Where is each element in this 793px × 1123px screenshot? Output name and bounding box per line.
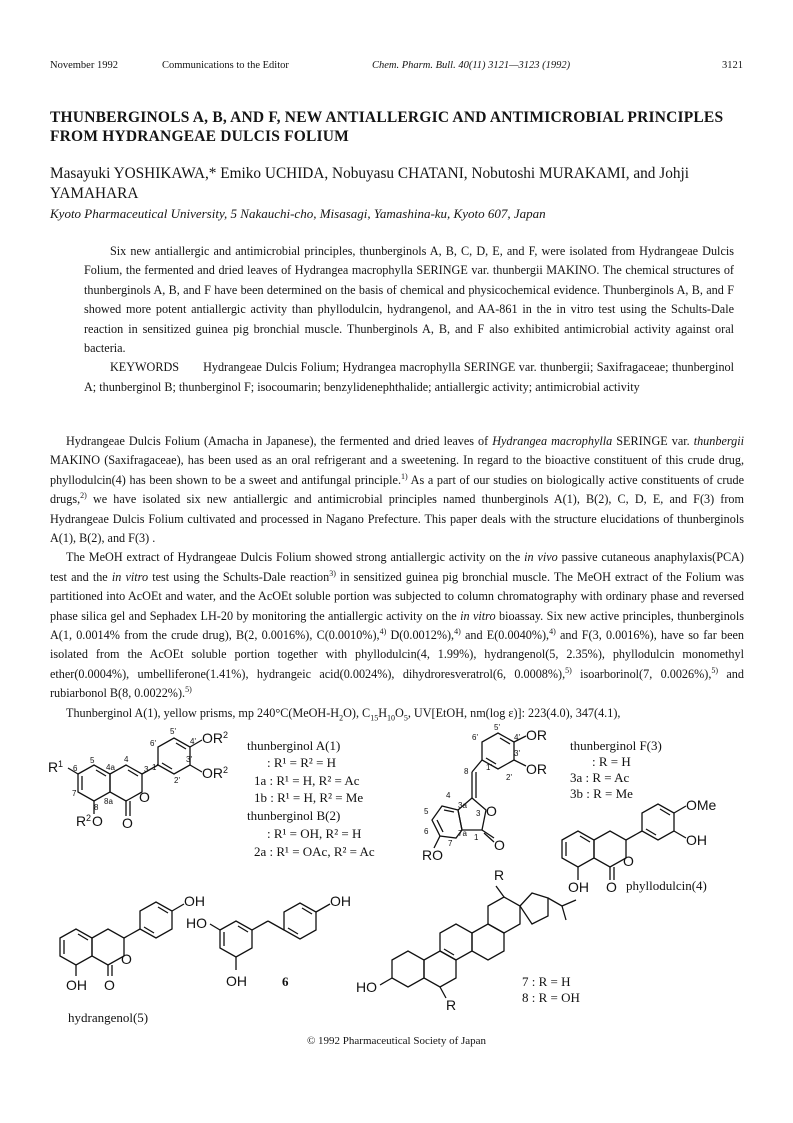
atom-label: O [122,815,133,831]
atom-label: 1 [58,759,64,769]
atom-number: 6 [73,764,78,773]
atom-number: 7 [448,839,453,848]
text-run: MAKINO (Saxifragaceae), has been used as an oral refrigerant and a sweetening. In regard to the bioactive constituent of this crude drug, phyllodulcin(4) has been shown to be a sweet and antifungal principle. [50,453,744,487]
text-run: SERINGE var. [612,434,694,448]
ref-mark: 4) [549,627,556,636]
atom-number: 1' [486,763,492,772]
compound-definition: 8 : R = OH [522,990,580,1005]
keywords-line [84,358,734,397]
atom-label: O [104,977,115,993]
atom-number: 4' [190,737,196,746]
text-run: and rubiarbonol B(8, 0.0022%). [50,666,744,701]
compound-definition: : R¹ = R² = H [267,755,337,770]
atom-label: 2 [223,730,229,740]
atom-label: OH [568,879,589,895]
atom-label: 2 [223,765,229,775]
paper-title: THUNBERGINOLS A, B, AND F, NEW ANTIALLERGIC AND ANTIMICROBIAL PRINCIPLES FROM HYDRANGEAE DULCIS FOLIUM [50,109,724,145]
keywords-text: Hydrangeae Dulcis Folium; Hydrangea macrophylla SERINGE var. thunbergii; Saxifragaceae; thunberginol A; thunberginol B; thunberginol F; isocoumarin; benzylidenephthalide; antiallergic activity; antimicrobial activity [84,360,735,394]
atom-label: OMe [686,797,717,813]
chemical-structures-figure [42,723,752,1030]
text-run: and E(0.0040%), [460,628,550,643]
compound-name: thunberginol A(1) [247,738,341,753]
text-run: thunbergii [693,434,745,448]
copyright-footer: © 1992 Pharmaceutical Society of Japan [306,1035,487,1047]
atom-number: 4 [446,791,451,800]
atom-number: 5 [90,756,95,765]
text-run: in sensitized guinea pig bronchial muscle. The MeOH extract of the Folium was partitioned into AcOEt and water, and the AcOEt soluble portion was subjected to column chromatography with ordinary phase and reversed phase silica gel and Sephadex LH-20 by monitoring the antiallergic activity on the [50,569,744,623]
atom-label: O [606,879,617,895]
page-number: 3121 [722,60,743,71]
atom-label: OR [526,761,547,777]
atom-number: 1 [474,833,479,842]
atom-label: R [494,867,505,883]
ref-mark: 2) [80,491,87,501]
atom-label: OR [526,727,547,743]
atom-label: O [121,951,132,967]
subscript: 15 [370,713,379,723]
paragraph-3 [50,704,744,723]
atom-number: 2' [174,776,180,785]
text-run: O), C [343,705,371,720]
atom-label: OR [202,765,223,781]
text-run: Hydrangea macrophylla [492,434,613,448]
atom-number: 5 [424,807,429,816]
compound-number: 6 [282,974,289,989]
atom-label: O [139,789,150,805]
atom-label: R [446,997,457,1013]
atom-number: 5' [494,723,500,732]
derivative-definition: 1b : R¹ = H, R² = Me [254,790,364,805]
keywords-label: KEYWORDS [110,360,180,375]
text-run: D(0.0012%), [386,628,455,643]
atom-number: 3' [514,749,520,758]
ref-mark: 4) [454,627,461,636]
compound-name: hydrangenol(5) [68,1010,149,1025]
atom-label: R [48,759,59,775]
section-name: Communications to the Editor [162,60,289,71]
atom-number: 8a [104,797,113,806]
atom-label: OH [686,832,707,848]
ref-mark: 5) [711,665,719,675]
atom-number: 4 [124,755,129,764]
text-run: Hydrangeae Dulcis Folium (Amacha in Japanese), the fermented and dried leaves of [66,434,493,448]
text-run: test using the Schults-Dale reaction [148,569,330,584]
derivative-definition: 2a : R¹ = OAc, R² = Ac [254,844,375,859]
atom-number: 6' [472,733,478,742]
ref-mark: 5) [185,685,192,695]
compound-definition: : R¹ = OH, R² = H [267,826,362,841]
derivative-definition: 3a : R = Ac [570,770,630,785]
ref-mark: 1) [401,471,408,481]
abstract [84,242,734,397]
atom-label: O [486,803,497,819]
compound-name: thunberginol F(3) [570,738,662,753]
derivative-definition: 1a : R¹ = H, R² = Ac [254,773,360,788]
compound-name: phyllodulcin(4) [626,878,707,893]
structure-dihydroresveratrol [210,903,330,970]
structures-svg [42,723,752,1030]
text-run: we have isolated six new antiallergic and antimicrobial principles named thunberginols A(1), B(2), C, D, E, and F(3) from Hydrangeae Dulcis Folium cultivated and processed in Nagano Prefecture. This paper deals with the structure elucidations of thunberginols A(1), B(2), and F(3) . [50,492,744,546]
compound-definition: 7 : R = H [522,974,571,989]
compound-definition: : R = H [592,754,631,769]
issue-date: November 1992 [50,60,118,71]
text-run: in vitro [460,608,496,623]
text-run: O [395,705,404,720]
atom-number: 6 [424,827,429,836]
atom-label: RO [422,847,443,863]
atom-number: 3 [144,765,149,774]
main-text [50,432,744,723]
text-run: The MeOH extract of Hydrangeae Dulcis Folium showed strong antiallergic activity on the [66,550,525,565]
atom-label: 2 [86,813,92,823]
atom-number: 6' [150,739,156,748]
atom-number: 3' [186,755,192,764]
derivative-definition: 3b : R = Me [570,786,633,801]
abstract-text: Six new antiallergic and antimicrobial principles, thunberginols A, B, C, D, E, and F, were isolated from Hydrangeae Dulcis Folium, the fermented and dried leaves of Hydrangea macrophylla SERINGE var. thunbergii MAKINO. The chemical structures of thunberginols A, B, and F have been determined on the basis of chemical and physicochemical evidence. Thunberginols A, B, and F showed more potent antiallergic activity than phyllodulcin, hydrangenol, and AA-861 in the in vitro test using the Schults-Dale reaction in sensitized guinea pig bronchial muscle. Thunberginols A, B, and F also exhibited antimicrobial activity against oral bacteria. [84,244,734,356]
atom-number: 5' [170,727,176,736]
atom-label: O [92,813,103,829]
atom-number: 7a [458,829,467,838]
atom-number: 8 [464,767,469,776]
text-run: As a part of our studies on biologically active constituents of crude drugs, [50,472,744,507]
subscript: 5 [403,713,408,723]
subscript: 10 [387,713,395,723]
atom-label: OH [184,893,205,909]
atom-label: HO [186,915,207,931]
atom-number: 7 [72,789,77,798]
atom-number: 4a [106,763,115,772]
atom-label: O [494,837,505,853]
atom-number: 8 [94,803,99,812]
compound-name: thunberginol B(2) [247,808,341,823]
text-run: H [378,705,387,720]
atom-label: OH [66,977,87,993]
author-list: Masayuki YOSHIKAWA,* Emiko UCHIDA, Nobuyasu CHATANI, Nobutoshi MURAKAMI, and Johji YAMAHARA [50,165,690,202]
atom-number: 4' [514,733,520,742]
journal-citation: Chem. Pharm. Bull. 40(11) 3121—3123 (1992) [372,60,571,71]
paragraph-2 [50,548,744,703]
ref-mark: 5) [565,665,572,675]
atom-number: 1' [152,763,158,772]
text-run: Thunberginol A(1), yellow prisms, mp 240°C(MeOH-H [66,705,340,720]
text-run: bioassay. Six new active principles, thunberginols A(1, 0.0014% from the crude drug), B(2, 0.0016%), C(0.0010%), [50,608,745,643]
text-run: isoarborinol(7, 0.0026%), [571,666,712,681]
paragraph-1 [50,432,744,548]
ref-mark: 4) [379,627,387,636]
text-run: , UV[EtOH, nm(log ε)]: 223(4.0), 347(4.1), [407,705,621,720]
subscript: 2 [339,713,344,723]
text-run: and F(3, 0.0016%), have so far been isolated from the AcOEt soluble portion together with phyllodulcin(4, 1.99%), hydrangenol(5, 2.35%), phyllodulcin monomethyl ether(0.0004%), umbelliferone(1.41%), hydrangeic acid(0.0024%), dihydroresveratrol(6, 0.0008%), [50,628,744,681]
atom-label: OH [226,973,247,989]
atom-label: R [76,813,87,829]
text-run: in vivo [524,550,558,565]
atom-label: HO [356,979,377,995]
atom-number: 3 [476,809,481,818]
atom-number: 3a [458,801,467,810]
affiliation: Kyoto Pharmaceutical University, 5 Nakauchi-cho, Misasagi, Yamashina-ku, Kyoto 607, Japan [50,206,546,221]
atom-label: O [623,853,634,869]
atom-label: OR [202,730,223,746]
ref-mark: 3) [329,568,336,578]
atom-number: 2' [506,773,512,782]
structure-thunberginol-a [68,738,202,816]
text-run: in vitro [111,569,149,584]
atom-label: OH [330,893,351,909]
text-run: passive cutaneous anaphylaxis(PCA) test and the [50,550,744,584]
running-header [50,60,743,76]
